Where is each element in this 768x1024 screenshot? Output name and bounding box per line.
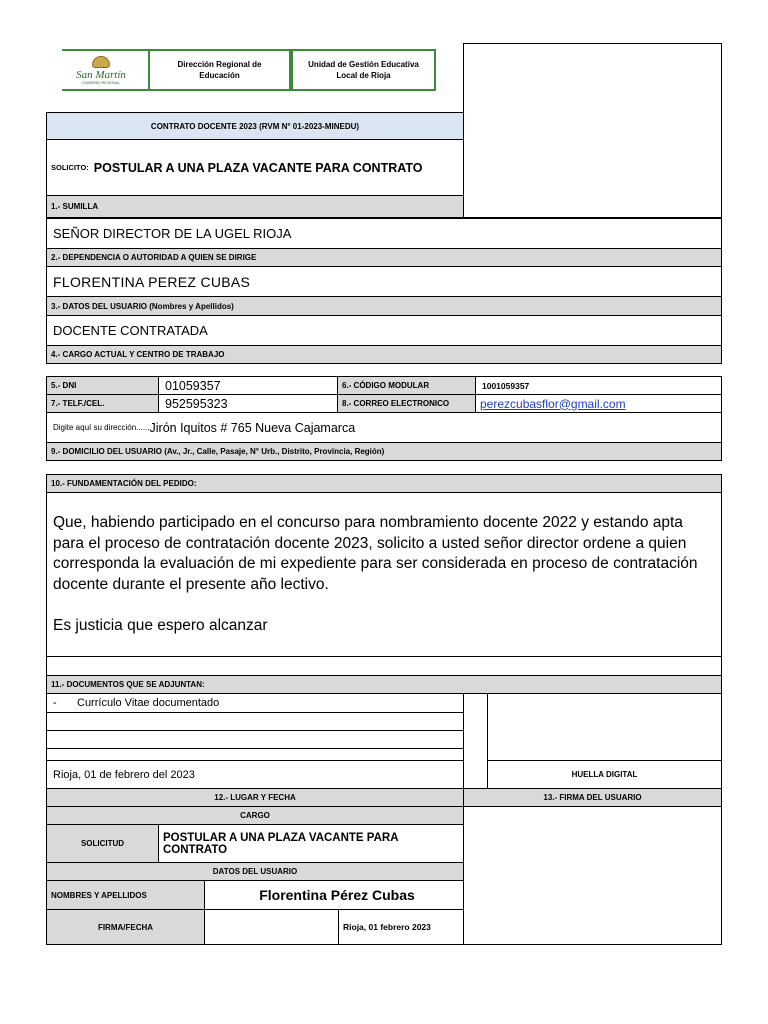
fundamentacion-body: [46, 492, 722, 657]
documento-row-2: [46, 712, 464, 731]
dni-value: 01059357: [158, 376, 338, 395]
direccion-prompt: Digite aquí su dirección......: [53, 423, 150, 432]
usuario-value: FLORENTINA PEREZ CUBAS: [46, 266, 722, 297]
lugar-fecha-label: 12.- LUGAR Y FECHA: [46, 788, 464, 807]
logo-text: San Martín: [76, 68, 126, 81]
direccion-value: Jirón Iquitos # 765 Nueva Cajamarca: [149, 420, 356, 435]
solicitud-value: POSTULAR A UNA PLAZA VACANTE PARA CONTRATO: [158, 824, 464, 863]
solicito-label: SOLICITO:: [51, 163, 89, 172]
photo-box: [463, 43, 722, 218]
direccion-row: [46, 412, 722, 443]
documentos-label: 11.- DOCUMENTOS QUE SE ADJUNTAN:: [46, 675, 722, 694]
solicitud-label: SOLICITUD: [46, 824, 159, 863]
sumilla-label: 1.- SUMILLA: [46, 195, 464, 218]
cargo-label: 4.- CARGO ACTUAL Y CENTRO DE TRABAJO: [46, 345, 722, 364]
fundamentacion-label: 10.- FUNDAMENTACIÓN DEL PEDIDO:: [46, 474, 722, 493]
correo-cell: [475, 394, 722, 413]
header-direccion: Dirección Regional de Educación: [148, 49, 291, 91]
contract-title: CONTRATO DOCENTE 2023 (RVM N° 01-2023-MINEDU): [46, 112, 464, 140]
usuario-label: 3.- DATOS DEL USUARIO (Nombres y Apellidos): [46, 296, 722, 316]
logo-subtitle: GOBIERNO REGIONAL: [82, 80, 120, 85]
documento-row-1: [46, 693, 464, 713]
fundamentacion-closing: Es justicia que espero alcanzar: [53, 617, 268, 634]
dependencia-value: SEÑOR DIRECTOR DE LA UGEL RIOJA: [46, 218, 722, 249]
codigo-modular-label: 6.- CÓDIGO MODULAR: [337, 376, 476, 395]
spacer-cell: [463, 693, 488, 789]
emblem-icon: [92, 56, 110, 68]
documento-row-3: [46, 730, 464, 749]
dni-label: 5.- DNI: [46, 376, 159, 395]
telefono-value: 952595323: [158, 394, 338, 413]
fundamentacion-paragraph: Que, habiendo participado en el concurso para nombramiento docente 2022 y estando apta para el proceso de contratación docente 2023, solicito a usted señor director ordene a quien corresponda la evaluación de mi expediente para ser considerada en proceso de contratación docente durante el presente año lectivo.: [53, 514, 698, 593]
domicilio-label: 9.- DOMICILIO DEL USUARIO (Av., Jr., Calle, Pasaje, N° Urb., Distrito, Provincia, Región): [46, 442, 722, 461]
codigo-modular-value: 1001059357: [475, 376, 722, 395]
header-ugel: Unidad de Gestión Educativa Local de Rioja: [291, 49, 436, 91]
firma-fecha-value: Rioja, 01 febrero 2023: [338, 909, 464, 945]
nombres-value: Florentina Pérez Cubas: [204, 880, 464, 910]
cargo-value: DOCENTE CONTRATADA: [46, 315, 722, 346]
firma-label: 13.- FIRMA DEL USUARIO: [463, 788, 722, 807]
correo-label: 8.- CORREO ELECTRONICO: [337, 394, 476, 413]
dependencia-label: 2.- DEPENDENCIA O AUTORIDAD A QUIEN SE DIRIGE: [46, 248, 722, 267]
logo: [62, 49, 140, 91]
nombres-label: NOMBRES Y APELLIDOS: [46, 880, 205, 910]
solicito-row: [46, 139, 464, 196]
cargo-section-title: CARGO: [46, 806, 464, 825]
documento-bullet: -: [53, 697, 57, 709]
solicito-value: POSTULAR A UNA PLAZA VACANTE PARA CONTRATO: [93, 160, 423, 175]
datos-usuario-title: DATOS DEL USUARIO: [46, 862, 464, 881]
blank-row: [46, 656, 722, 676]
firma-fecha-label: FIRMA/FECHA: [46, 909, 205, 945]
huella-box: [487, 693, 722, 761]
firma-box: [463, 806, 722, 945]
email-link[interactable]: perezcubasflor@gmail.com: [480, 396, 626, 411]
huella-label: HUELLA DIGITAL: [487, 760, 722, 789]
firma-fecha-blank: [204, 909, 339, 945]
documento-item-1: Currículo Vitae documentado: [77, 697, 220, 709]
lugar-fecha-value: Rioja, 01 de febrero del 2023: [46, 760, 464, 789]
telefono-label: 7.- TELF./CEL.: [46, 394, 159, 413]
